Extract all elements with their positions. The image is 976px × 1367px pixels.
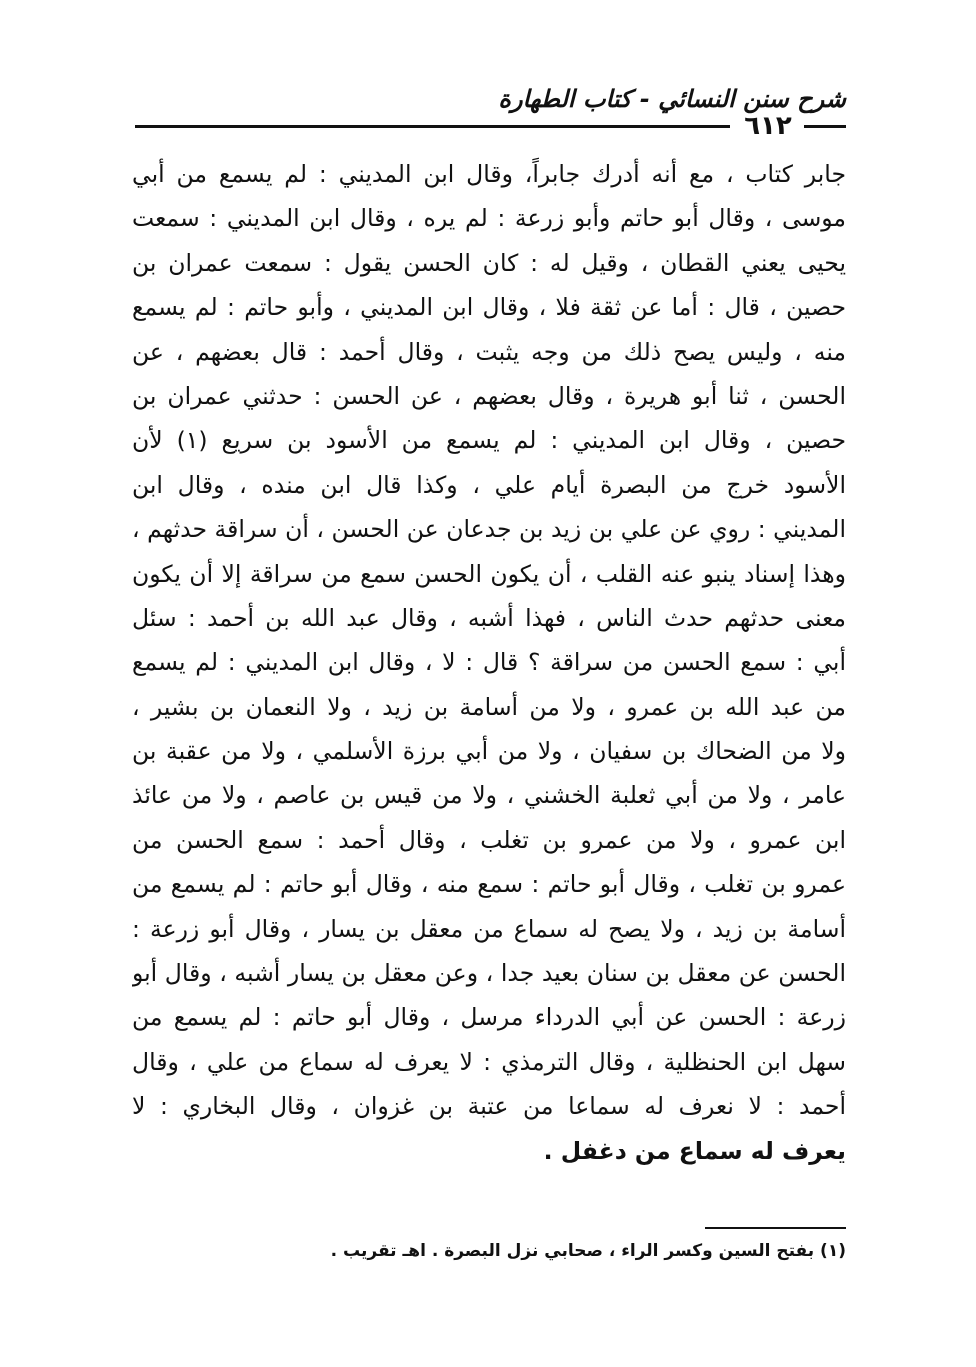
text-line: أحمد : لا نعرف له سماعا من عتبة بن غزوان ، وقال البخاري : لا xyxy=(132,1092,846,1121)
text-line: الحسن ، ثنا أبو هريرة ، وقال بعضهم ، عن الحسن : حدثني عمران بن xyxy=(132,381,846,410)
text-line: الحسن عن معقل بن سنان بعيد جدا ، وعن معقل بن يسار أشبه ، وقال أبو xyxy=(132,959,846,988)
text-line: من عبد الله بن عمرو ، ولا من أسامة بن زيد ، ولا النعمان بن بشير ، xyxy=(132,692,846,721)
text-line-last: يعرف له سماع من دغفل . xyxy=(543,1136,846,1165)
text-line: وهذا إسناد ينبو عنه القلب ، أن يكون الحسن سمع من سراقة إلا أن يكون xyxy=(132,559,846,588)
running-header-title: شرح سنن النسائي - كتاب الطهارة xyxy=(498,85,846,113)
text-line: ابن عمرو ، ولا من عمرو بن تغلب ، وقال أحمد : سمع الحسن من xyxy=(132,825,846,854)
footnote-rule xyxy=(705,1227,846,1229)
text-line: سهل ابن الحنظلية ، وقال الترمذي : لا يعرف له سماع من علي ، وقال xyxy=(132,1047,846,1076)
header-rule xyxy=(135,125,730,128)
text-line: يحيى يعني القطان ، وقيل له : كان الحسن يقول : سمعت عمران بن xyxy=(132,248,846,277)
header-rule-right xyxy=(804,125,846,128)
footnote: (١) بفتح السين وكسر الراء ، صحابي نزل البصرة . اهـ تقريب . xyxy=(330,1241,846,1261)
text-line: حصين ، قال : أما عن ثقة فلا ، وقال ابن المديني ، وأبو حاتم : لم يسمع xyxy=(132,293,846,322)
text-line: المديني : روي عن علي بن زيد بن جدعان عن الحسن ، أن سراقة حدثهم ، xyxy=(132,515,846,544)
text-line: عمرو بن تغلب ، وقال أبو حاتم : سمع منه ، وقال أبو حاتم : لم يسمع من xyxy=(132,870,846,899)
text-line: عامر ، ولا من أبي ثعلبة الخشني ، ولا من قيس بن عاصم ، ولا من عائذ xyxy=(132,781,846,810)
text-line: ولا من الضحاك بن سفيان ، ولا من أبي برزة الأسلمي ، ولا من عقبة بن xyxy=(132,737,846,766)
text-line: موسى ، وقال أبو حاتم وأبو زرعة : لم يره ، وقال ابن المديني : سمعت xyxy=(132,204,846,233)
body-text xyxy=(132,152,846,1173)
text-line: منه ، وليس يصح ذلك من وجه يثبت ، وقال أحمد : قال بعضهم ، عن xyxy=(132,337,846,366)
page-number: ٦١٢ xyxy=(744,111,792,141)
text-line: أبي : سمع الحسن من سراقة ؟ قال : لا ، وقال ابن المديني : لم يسمع xyxy=(132,648,846,677)
text-line: حصين ، وقال ابن المديني : لم يسمع من الأسود بن سريع (١) لأن xyxy=(132,426,846,455)
text-line: الأسود خرج من البصرة أيام علي ، وكذا قال ابن منده ، وقال ابن xyxy=(132,470,846,499)
text-line: معنى حدثهم حدث الناس ، فهذا أشبه ، وقال عبد الله بن أحمد : سئل xyxy=(132,603,846,632)
text-line: جابر كتاب ، مع أنه أدرك جابراً، وقال ابن المديني : لم يسمع من أبي xyxy=(132,160,846,188)
text-line: زرعة : الحسن عن أبي الدرداء مرسل ، وقال أبو حاتم : لم يسمع من xyxy=(132,1003,846,1032)
text-line: أسامة بن زيد ، ولا يصح له سماع من معقل بن يسار ، وقال أبو زرعة : xyxy=(132,914,846,943)
